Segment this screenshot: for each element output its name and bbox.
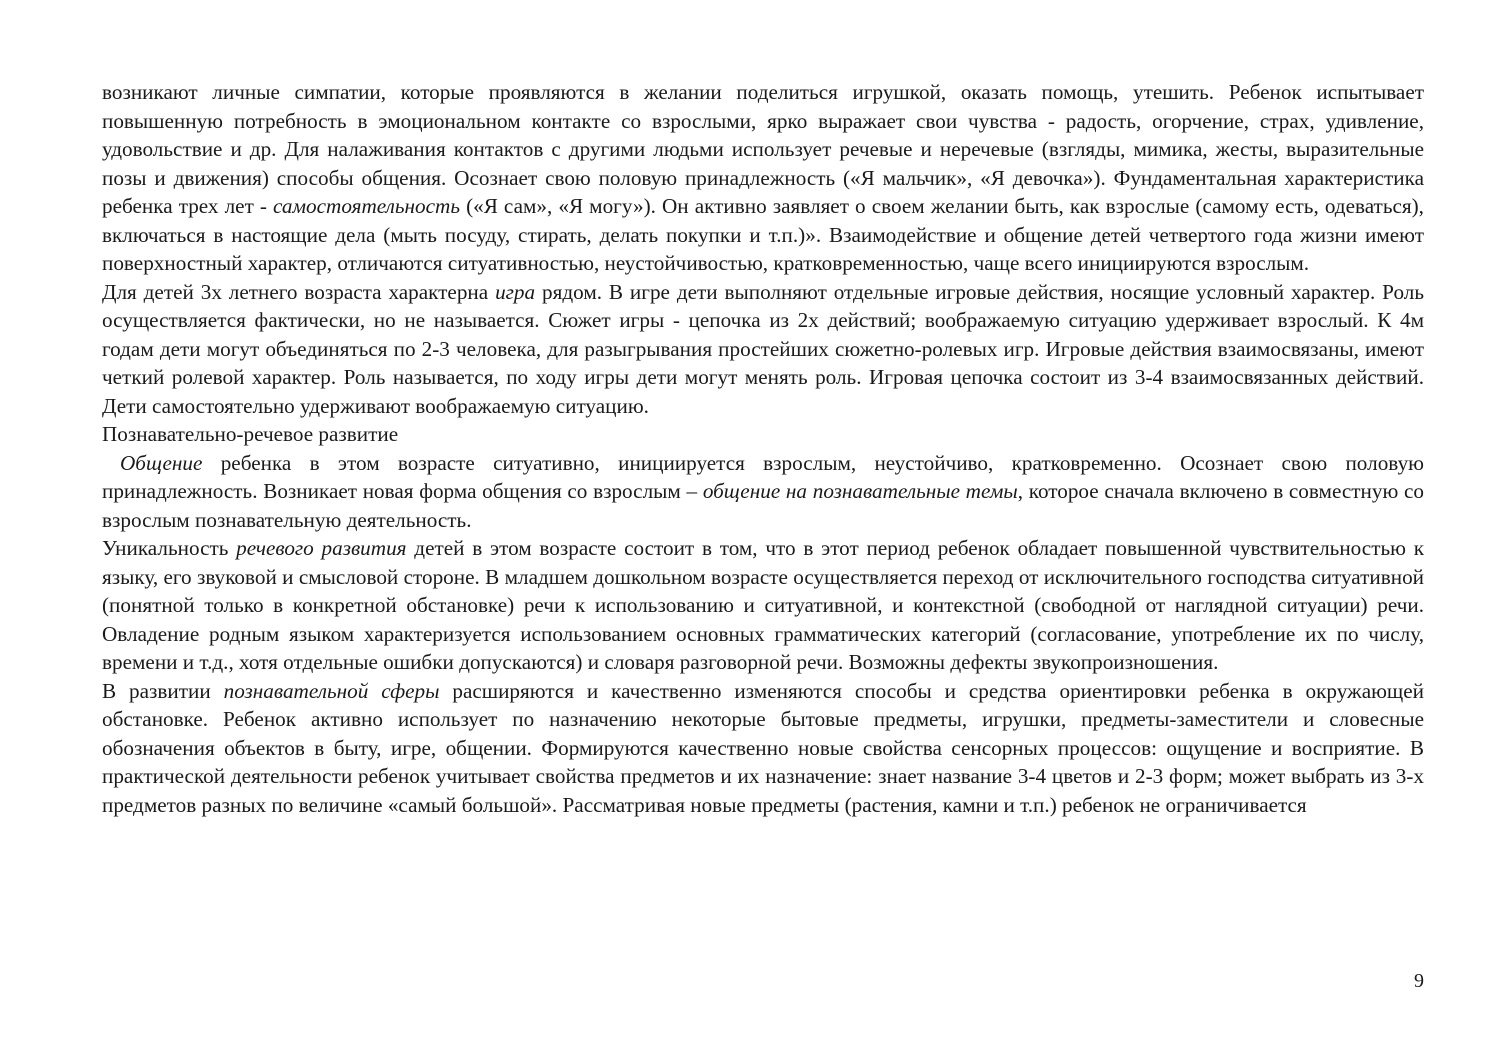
document-body <box>102 78 1424 819</box>
text-run: рядом. В игре дети выполняют отдельные игровые действия, носящие условный характер. Роль осуществляется фактически, но не называется. Сюжет игры - цепочка из 2х действий; воображаемую ситуацию удерживает взрослый. К 4м годам дети могут объединяться по 2-3 человека, для разыгрывания простейших сюжетно-ролевых игр. Игровые действия взаимосвязаны, имеют четкий ролевой характер. Роль называется, по ходу игры дети могут менять роль. Игровая цепочка состоит из 3-4 взаимосвязанных действий. Дети самостоятельно удерживают воображаемую ситуацию. <box>102 279 1424 418</box>
heading-text: Познавательно-речевое развитие <box>102 422 399 446</box>
text-run: , которое сначала включено в совместную со взрослым познавательную деятельность. <box>102 479 1425 532</box>
text-run: («Я сам», «Я могу»). Он активно заявляет о своем желании быть, как взрослые (самому есть, одеваться), включаться в настоящие дела (мыть посуду, стирать, делать покупки и т.п.)». Взаимодействие и общение детей четвертого года жизни имеют поверхностный характер, отличаются ситуативностью, неустойчивостью, кратковременностью, чаще всего инициируются взрослым. <box>102 194 1424 275</box>
paragraph-communication <box>102 449 1424 535</box>
text-run: Уникальность <box>102 536 237 560</box>
page-number: 9 <box>1414 970 1424 992</box>
italic-term: самостоятельность <box>273 194 460 218</box>
text-run: возникают личные симпатии, которые проявляются в желании поделиться игрушкой, оказать помощь, утешить. Ребенок испытывает повышенную потребность в эмоциональном контакте со взрослыми, ярко выражает свои чувства - радость, огорчение, страх, удивление, удовольствие и др. Для налаживания контактов с другими людьми использует речевые и неречевые (взгляды, мимика, жесты, выразительные позы и движения) способы общения. Осознает свою половую принадлежность («Я мальчик», «Я девочка»). Фундаментальная характеристика ребенка трех лет - <box>102 80 1424 218</box>
section-heading <box>102 420 1424 449</box>
text-run: ребенка в этом возрасте ситуативно, инициируется взрослым, неустойчиво, кратковременно. Осознает свою половую принадлежность. Возникает новая форма общения со взрослым – <box>102 450 1424 503</box>
text-run: В развитии <box>102 678 224 703</box>
paragraph-speech-development <box>102 534 1424 677</box>
text-run: Для детей 3х летнего возраста характерна <box>102 279 496 304</box>
paragraph-play <box>102 278 1424 421</box>
paragraph-cognitive-development <box>102 677 1424 820</box>
text-run: расширяются и качественно изменяются способы и средства ориентировки ребенка в окружающей обстановке. Ребенок активно использует по назначению некоторые бытовые предметы, игрушки, предметы-заместители и словесные обозначения объектов в быту, игре, общении. Формируются качественно новые свойства сенсорных процессов: ощущение и восприятие. В практической деятельности ребенок учитывает свойства предметов и их назначение: знает название 3-4 цветов и 2-3 форм; может выбрать из 3-х предметов разных по величине «самый большой». Рассматривая новые предметы (растения, камни и т.п.) ребенок не ограничивается <box>102 678 1424 817</box>
italic-term: общение на познавательные темы <box>702 479 1018 503</box>
paragraph-social-development <box>102 78 1424 278</box>
text-run: детей в этом возрасте состоит в том, что в этот период ребенок обладает повышенной чувствительностью к языку, его звуковой и смысловой стороне. В младшем дошкольном возрасте осуществляется переход от исключительного господства ситуативной (понятной только в конкретной обстановке) речи к использованию и ситуативной, и контекстной (свободной от наглядной ситуации) речи. Овладение родным языком характеризуется использованием основных грамматических категорий (согласование, употребление их по числу, времени и т.д., хотя отдельные ошибки допускаются) и словаря разговорной речи. Возможны дефекты звукопроизношения. <box>102 536 1424 674</box>
italic-term: познавательной сферы <box>223 678 440 703</box>
italic-term: Общение <box>120 450 203 475</box>
italic-term: речевого развития <box>236 536 407 560</box>
italic-term: игра <box>495 279 536 304</box>
